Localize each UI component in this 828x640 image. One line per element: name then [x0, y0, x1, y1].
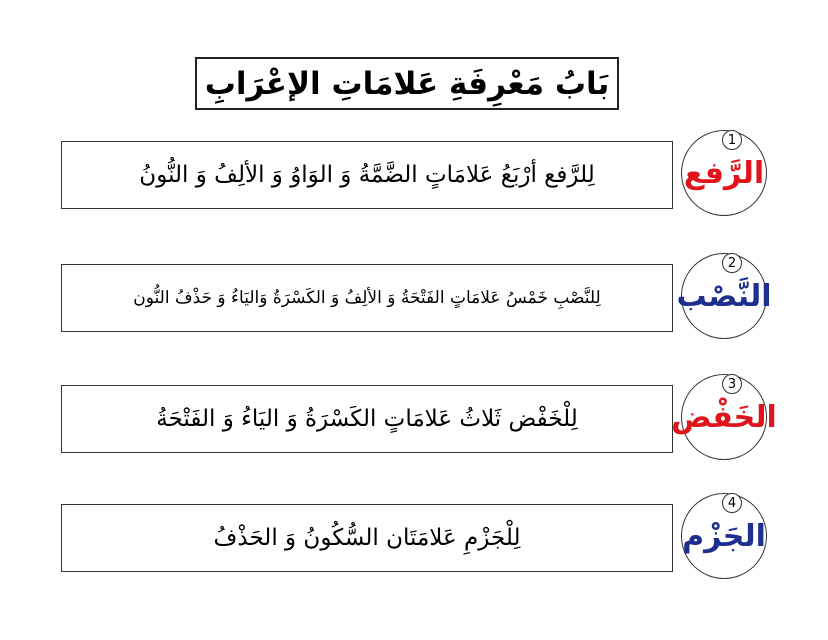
section-text-box — [61, 504, 673, 572]
page-title — [195, 57, 619, 110]
section-text: لِلْجَزْمِ عَلامَتَان السُّكُونُ وَ الحَذْفُ — [213, 525, 521, 551]
section-text: لِلرَّفع أرْبَعُ عَلامَاتٍ الضَّمَّةُ وَ الوَاوُ وَ الألِفُ وَ النُّونُ — [139, 162, 595, 188]
section-jazm — [0, 491, 828, 581]
section-label: الجَزْم — [682, 518, 766, 554]
page-title-text: بَابُ مَعْرِفَةِ عَلامَاتِ الإعْرَابِ — [204, 65, 610, 102]
section-number-badge — [722, 253, 742, 273]
section-number: 2 — [727, 255, 737, 271]
section-raf — [0, 128, 828, 218]
section-text-box — [61, 141, 673, 209]
section-number-badge — [722, 130, 742, 150]
section-number: 4 — [727, 495, 737, 511]
section-khafd — [0, 372, 828, 462]
section-label: النَّصْب — [676, 278, 772, 314]
section-text: لِلنَّصْبِ خَمْسُ عَلامَاتٍ الفَتْحَةُ وَ الألِفُ وَ الكَسْرَةُ وَاليَاءُ وَ حَذْفُ النُّون — [133, 288, 601, 308]
section-text-box — [61, 264, 673, 332]
section-nasb — [0, 251, 828, 341]
section-text-box — [61, 385, 673, 453]
section-label: الرَّفع — [683, 155, 765, 191]
section-number-badge — [722, 493, 742, 513]
section-number: 1 — [727, 132, 737, 148]
section-number: 3 — [727, 376, 737, 392]
section-text: لِلْخَفْض ثَلاثُ عَلامَاتٍ الكَسْرَةُ وَ اليَاءُ وَ الفَتْحَةُ — [156, 406, 578, 432]
section-number-badge — [722, 374, 742, 394]
section-label: الخَفْض — [671, 399, 777, 435]
